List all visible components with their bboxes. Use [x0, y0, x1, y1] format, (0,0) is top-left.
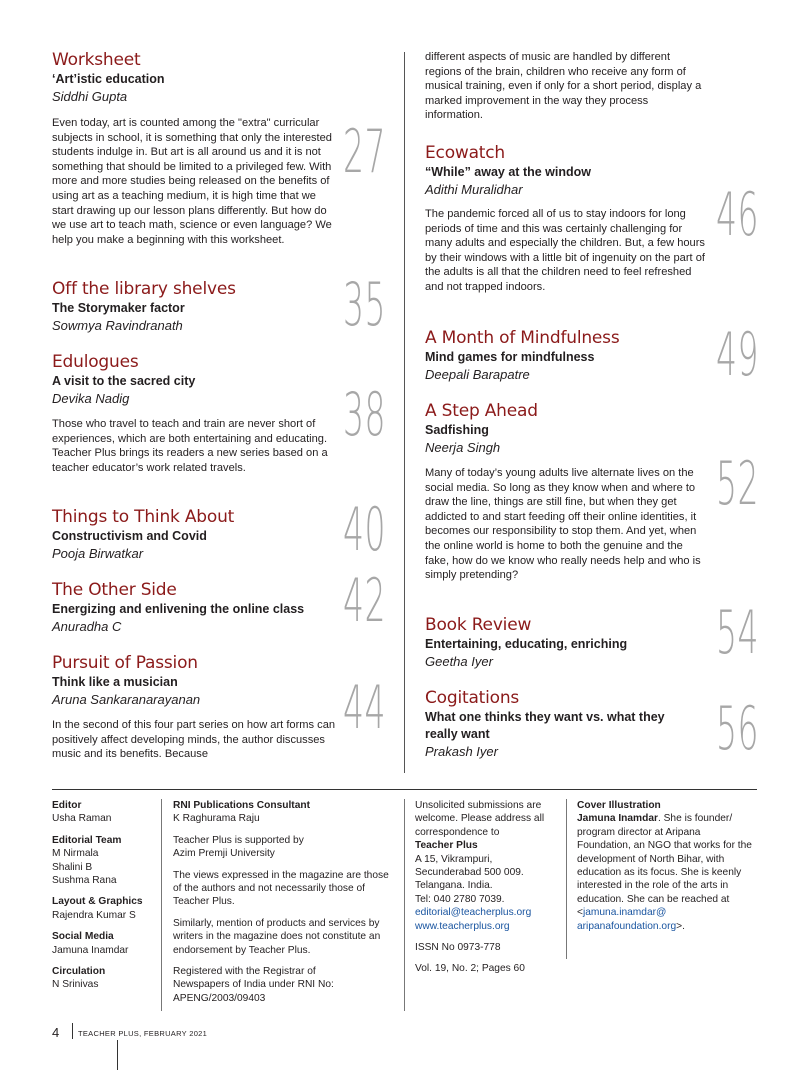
issn: ISSN No 0973-778: [415, 942, 501, 954]
article-headline: The Storymaker factor: [52, 301, 185, 315]
contact-email-link[interactable]: editorial@teacherplus.org: [415, 907, 532, 919]
masthead-label: Editor: [52, 800, 82, 811]
article-headline: “While” away at the window: [425, 165, 591, 179]
masthead-divider: [566, 799, 567, 959]
toc-entry[interactable]: [52, 50, 337, 247]
column-divider: [404, 52, 405, 773]
folio-page-number: 4: [52, 1025, 60, 1040]
article-author: Sowmya Ravindranath: [52, 318, 183, 333]
article-author: Prakash Iyer: [425, 744, 498, 759]
contact-phone: Tel: 040 2780 7039.: [415, 893, 505, 905]
page-number: 38: [343, 380, 387, 450]
masthead-rule: [52, 789, 757, 790]
masthead-block: [173, 799, 393, 826]
masthead-block: [52, 965, 157, 992]
article-blurb: different aspects of music are handled by different regions of the brain, children who receive any form of musical training, even if only for a short period, display a marked improvement in the way they process information.: [425, 51, 702, 122]
contact-address: Secunderabad 500 009.: [415, 867, 524, 879]
page-number: 42: [343, 566, 387, 636]
section-title: Edulogues: [52, 352, 139, 372]
masthead-label: Cover Illustration: [577, 800, 661, 811]
contact-org: Teacher Plus: [415, 840, 478, 852]
article-author: Geetha Iyer: [425, 654, 493, 669]
article-headline: Mind games for mindfulness: [425, 350, 595, 364]
masthead-name: M Nirmala: [52, 848, 99, 860]
article-author: Deepali Barapatre: [425, 367, 530, 382]
toc-entry[interactable]: [52, 580, 337, 635]
section-title: Things to Think About: [52, 507, 235, 527]
page-number: 49: [716, 320, 760, 390]
article-author: Pooja Birwatkar: [52, 546, 144, 561]
section-title: Ecowatch: [425, 143, 505, 163]
page-number: 56: [716, 694, 760, 764]
masthead-name: Sushma Rana: [52, 875, 117, 887]
masthead-name: Rajendra Kumar S: [52, 909, 136, 921]
masthead-label: Circulation: [52, 966, 106, 978]
section-title: A Month of Mindfulness: [425, 328, 620, 348]
article-author: Anuradha C: [52, 619, 122, 634]
section-title: Pursuit of Passion: [52, 653, 198, 673]
toc-entry[interactable]: [425, 143, 705, 295]
masthead-label: Layout & Graphics: [52, 896, 143, 908]
volume-info: Vol. 19, No. 2; Pages 60: [415, 963, 525, 975]
page-number: 46: [716, 180, 760, 250]
article-author: Adithi Muralidhar: [425, 182, 523, 197]
masthead-divider: [404, 799, 405, 1011]
article-blurb: The pandemic forced all of us to stay indoors for long periods of time and this was certainly challenging for many adults and especially the children. But, a few hours by their windows with a little bit of ingenuity on the part of the adults is all that the children need to feel refreshed and not trapped indoors.: [425, 208, 705, 293]
masthead-name: K Raghurama Raju: [173, 813, 260, 825]
bio-end: >.: [676, 920, 685, 932]
contact-address: Telangana. India.: [415, 880, 493, 892]
section-title: Cogitations: [425, 688, 520, 708]
toc-entry[interactable]: [425, 688, 695, 760]
contact-address: A 15, Vikrampuri,: [415, 853, 493, 865]
article-headline: Sadfishing: [425, 423, 489, 437]
masthead-name: N Srinivas: [52, 979, 99, 991]
section-title: Off the library shelves: [52, 279, 236, 299]
masthead-block: [52, 799, 157, 826]
article-author: Neerja Singh: [425, 440, 501, 455]
continuation-text: [425, 50, 705, 123]
footer-divider: [72, 1023, 73, 1039]
toc-entry[interactable]: [52, 279, 337, 334]
masthead-divider: [161, 799, 162, 1011]
article-headline: Energizing and enlivening the online class: [52, 602, 305, 616]
masthead-name: Jamuna Inamdar: [52, 944, 129, 956]
page-number: 35: [343, 270, 387, 340]
masthead-label: Editorial Team: [52, 834, 122, 846]
masthead-contact: [415, 799, 560, 984]
masthead-block: [52, 895, 157, 922]
masthead-paragraph: Teacher Plus is supported by Azim Premji University: [173, 834, 304, 860]
page-number: 54: [716, 598, 760, 668]
article-blurb: In the second of this four part series on how art forms can positively affect developing minds, the author discusses music and its benefits. Because: [52, 719, 336, 761]
illustrator-email-link[interactable]: jamuna.inamdar@ aripanafoundation.org: [577, 907, 677, 932]
article-headline: Entertaining, educating, enriching: [425, 637, 628, 651]
page-number: 27: [343, 117, 387, 187]
masthead-name: Usha Raman: [52, 813, 112, 825]
article-author: Aruna Sankaranarayanan: [52, 692, 201, 707]
contact-intro: Unsolicited submissions are welcome. Please address all correspondence to: [415, 800, 545, 838]
cover-credit: [577, 812, 757, 933]
article-blurb: Those who travel to teach and train are never short of experiences, which are both entertaining and educating. Teacher Plus brings its readers a new series based on a teacher educator’s work related travels.: [52, 418, 328, 474]
toc-entry[interactable]: [52, 653, 337, 762]
section-title: A Step Ahead: [425, 401, 538, 421]
page-number: 40: [343, 495, 387, 565]
folio-text: TEACHER PLUS, FEBRUARY 2021: [78, 1029, 208, 1038]
website-link[interactable]: www.teacherplus.org: [415, 920, 510, 932]
toc-entry[interactable]: [52, 507, 337, 562]
masthead-cover: [577, 799, 757, 933]
toc-entry[interactable]: [425, 615, 705, 670]
toc-entry[interactable]: [52, 352, 337, 475]
article-headline: Think like a musician: [52, 675, 178, 689]
masthead-block: [415, 799, 560, 933]
page-number: 44: [343, 673, 387, 743]
article-blurb: Many of today’s young adults live alternate lives on the social media. So long as they know when and where to draw the line, things are still fine, but when they get addicted to and start feeding off their online identities, it becomes our responsibility to stop them. And yet, when the online world is home to both the genuine and the fake, how do we know who really needs help and who is simply pretending?: [425, 467, 701, 582]
article-headline: What one thinks they want vs. what they really want: [425, 710, 665, 741]
masthead-block: [52, 834, 157, 888]
masthead-block: [52, 930, 157, 957]
masthead-staff: [52, 799, 157, 1000]
toc-entry[interactable]: [425, 328, 705, 383]
illustrator-bio: . She is founder/ program director at Aripana Foundation, an NGO that works for the development of North Bihar, with education as its focus. She is keenly interested in the role of the arts in education. She can be reached at <: [577, 813, 752, 919]
masthead-paragraph: Registered with the Registrar of Newspapers of India under RNI No: APENG/2003/09403: [173, 966, 334, 1004]
footer-tick: [117, 1040, 118, 1070]
illustrator-name: Jamuna Inamdar: [577, 813, 658, 825]
masthead-info: [173, 799, 393, 1013]
masthead-label: Social Media: [52, 931, 114, 943]
article-blurb: Even today, art is counted among the "extra" curricular subjects in school, it is something that only the interested students indulge in. But art is all around us and it is not something that should be limited to a privileged few. With more and more studies being released on the benefits of using art as a teaching medium, it is high time that we start drawing up our lesson plans differently. But how do we use art to teach math, science or even language? We help you make a beginning with this worksheet.: [52, 117, 332, 246]
article-headline: ‘Art’istic education: [52, 72, 165, 86]
section-title: The Other Side: [52, 580, 177, 600]
section-title: Worksheet: [52, 50, 141, 70]
masthead-paragraph: Similarly, mention of products and services by writers in the magazine does not constitute an endorsement by Teacher Plus.: [173, 917, 381, 956]
masthead-name: Shalini B: [52, 861, 93, 873]
toc-entry[interactable]: [425, 401, 705, 583]
article-headline: A visit to the sacred city: [52, 374, 196, 388]
section-title: Book Review: [425, 615, 532, 635]
masthead-label: RNI Publications Consultant: [173, 800, 310, 811]
article-headline: Constructivism and Covid: [52, 529, 207, 543]
page-number: 52: [716, 449, 760, 519]
article-author: Siddhi Gupta: [52, 89, 128, 104]
masthead-paragraph: The views expressed in the magazine are those of the authors and not necessarily those of Teacher Plus.: [173, 869, 389, 908]
article-author: Devika Nadig: [52, 391, 130, 406]
